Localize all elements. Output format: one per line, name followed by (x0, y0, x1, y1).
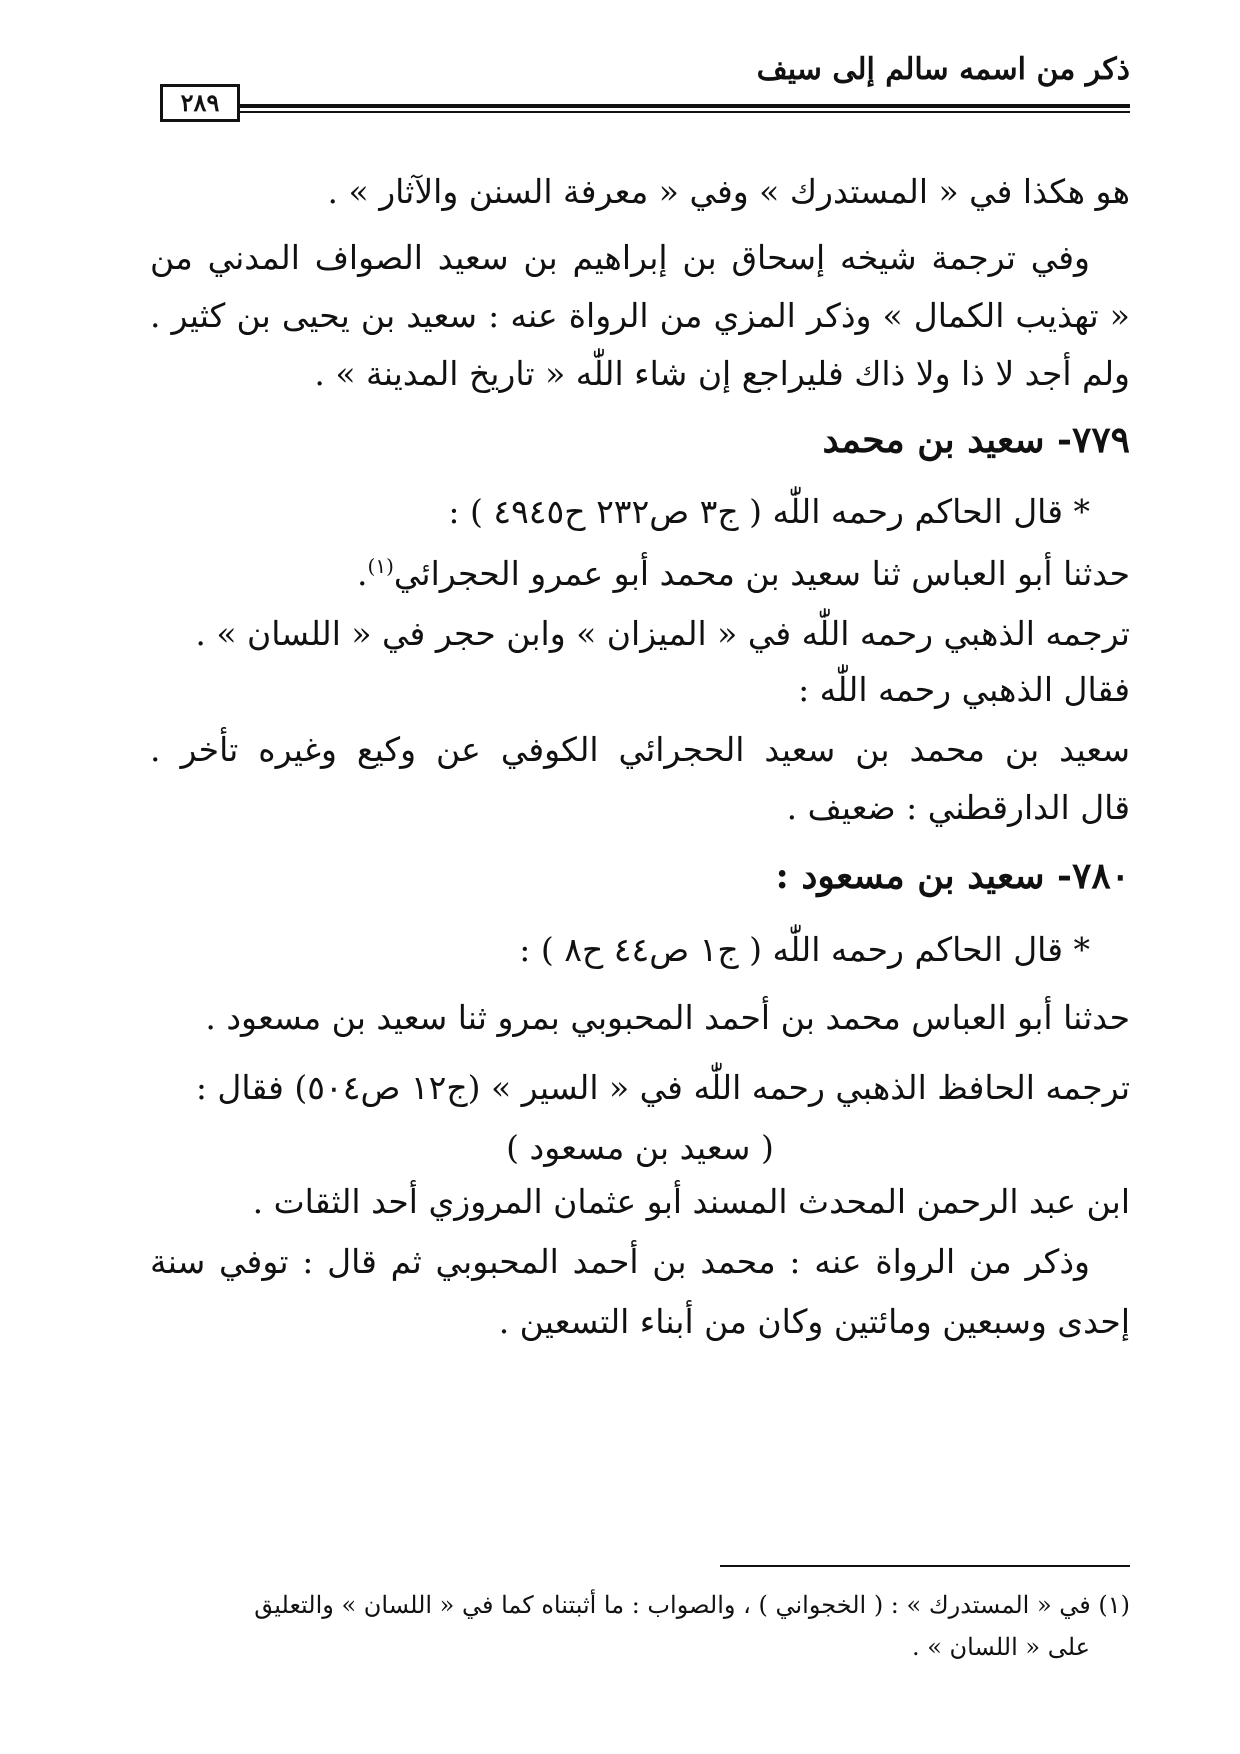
footnote-line: على « اللسان » . (911, 1633, 1090, 1661)
body-line: هو هكذا في « المستدرك » وفي « معرفة السنن والآثار » . (327, 172, 1130, 211)
centered-title: ( سعيد بن مسعود ) (506, 1128, 774, 1167)
body-line: وفي ترجمة شيخه إسحاق بن إبراهيم بن سعيد الصواف المدني من (150, 238, 1090, 277)
body-line: ترجمه الحافظ الذهبي رحمه اللّٰه في « السير » (ج١٢ ص٥٠٤) فقال : (195, 1068, 1130, 1107)
header-rule (240, 104, 1130, 108)
body-line: ابن عبد الرحمن المحدث المسند أبو عثمان المروزي أحد الثقات . (252, 1182, 1130, 1221)
body-line: ولم أجد لا ذا ولا ذاك فليراجع إن شاء اللّٰه « تاريخ المدينة » . (314, 354, 1130, 393)
body-line: * قال الحاكم رحمه اللّٰه ( ج١ ص٤٤ ح٨ ) : (519, 930, 1090, 969)
body-line: قال الدارقطني : ضعيف . (786, 788, 1130, 827)
body-line: * قال الحاكم رحمه اللّٰه ( ج٣ ص٢٣٢ ح٤٩٤٥ ) : (448, 492, 1090, 531)
body-line: وذكر من الرواة عنه : محمد بن أحمد المحبوبي ثم قال : توفي سنة (150, 1242, 1090, 1281)
footnote-line: (١) في « المستدرك » : ( الخجواني ) ، والصواب : ما أثبتناه كما في « اللسان » والتعليق (254, 1591, 1130, 1619)
entry-heading-779: ٧٧٩- سعيد بن محمد (822, 419, 1130, 461)
body-line-with-footnote: حدثنا أبو العباس ثنا سعيد بن محمد أبو عمرو الحجرائي$^{(١)}$. (357, 554, 1130, 593)
body-line: سعيد بن محمد بن سعيد الحجرائي الكوفي عن وكيع وغيره تأخر . (150, 730, 1130, 769)
footnote-marker: (١) (367, 554, 394, 578)
body-line-text: حدثنا أبو العباس ثنا سعيد بن محمد أبو عمرو الحجرائي (393, 554, 1130, 593)
entry-heading-780: ٧٨٠- سعيد بن مسعود : (775, 855, 1130, 897)
body-line: حدثنا أبو العباس محمد بن أحمد المحبوبي بمرو ثنا سعيد بن مسعود . (205, 998, 1130, 1037)
body-line: ترجمه الذهبي رحمه اللّٰه في « الميزان » وابن حجر في « اللسان » . (195, 614, 1130, 653)
body-line: « تهذيب الكمال » وذكر المزي من الرواة عنه : سعيد بن يحيى بن كثير . (150, 296, 1130, 335)
body-line: إحدى وسبعين ومائتين وكان من أبناء التسعين . (498, 1302, 1130, 1341)
running-header-title: ذكر من اسمه سالم إلى سيف (756, 52, 1130, 87)
body-line: فقال الذهبي رحمه اللّٰه : (798, 670, 1130, 709)
page-number: ٢٨٩ (160, 84, 240, 122)
footnote-separator (720, 1565, 1130, 1567)
header-rule-thin (240, 111, 1130, 113)
